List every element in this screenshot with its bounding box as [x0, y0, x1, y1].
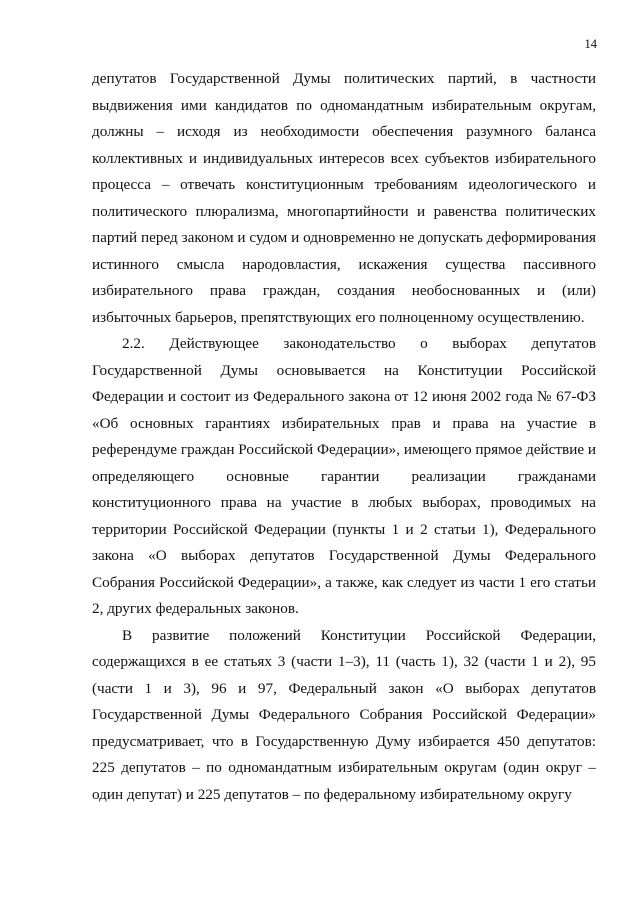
paragraph-development: В развитие положений Конституции Российской Федерации, содержащихся в ее статьях 3 (части 1–3), 11 (часть 1), 32 (части 1 и 2), 95 (части 1 и 3), 96 и 97, Федеральный закон «О выборах депутатов Государственной Думы Федерального Собрания Российской Федерации» предусматривает, что в Государственную Думу избирается 450 депутатов: 225 депутатов – по одномандатным избирательным округам (один округ – один депутат) и 225 депутатов – по федеральному избирательному округу [92, 626, 596, 803]
paragraph-2-2: 2.2. Действующее законодательство о выборах депутатов Государственной Думы основывается на Конституции Российской Федерации и состоит из Федерального закона от 12 июня 2002 года № 67-ФЗ «Об основных гарантиях избирательных прав и права на участие в референдуме граждан Российской Федерации», имеющего прямое действие и определяющего основные гарантии реализации гражданами конституционного права на участие в любых выборах, проводимых на территории Российской Федерации (пункты 1 и 2 статьи 1), Федерального закона «О выборах депутатов Государственной Думы Федерального Собрания Российской Федерации», а также, как следует из части 1 его статьи 2, других федеральных законов. [92, 335, 596, 617]
body-text [92, 66, 596, 808]
page-number: 14 [584, 37, 597, 51]
paragraph-continuation: депутатов Государственной Думы политических партий, в частности выдвижения ими кандидатов по одномандатным избирательным округам, должны – исходя из необходимости обеспечения разумного баланса коллективных и индивидуальных интересов всех субъектов избирательного процесса – отвечать конституционным требованиям идеологического и политического плюрализма, многопартийности и равенства политических партий перед законом и судом и одновременно не допускать деформирования истинного смысла народовластия, искажения существа пассивного избирательного права граждан, создания необоснованных и (или) избыточных барьеров, препятствующих его полноценному осуществлению. [92, 70, 596, 326]
